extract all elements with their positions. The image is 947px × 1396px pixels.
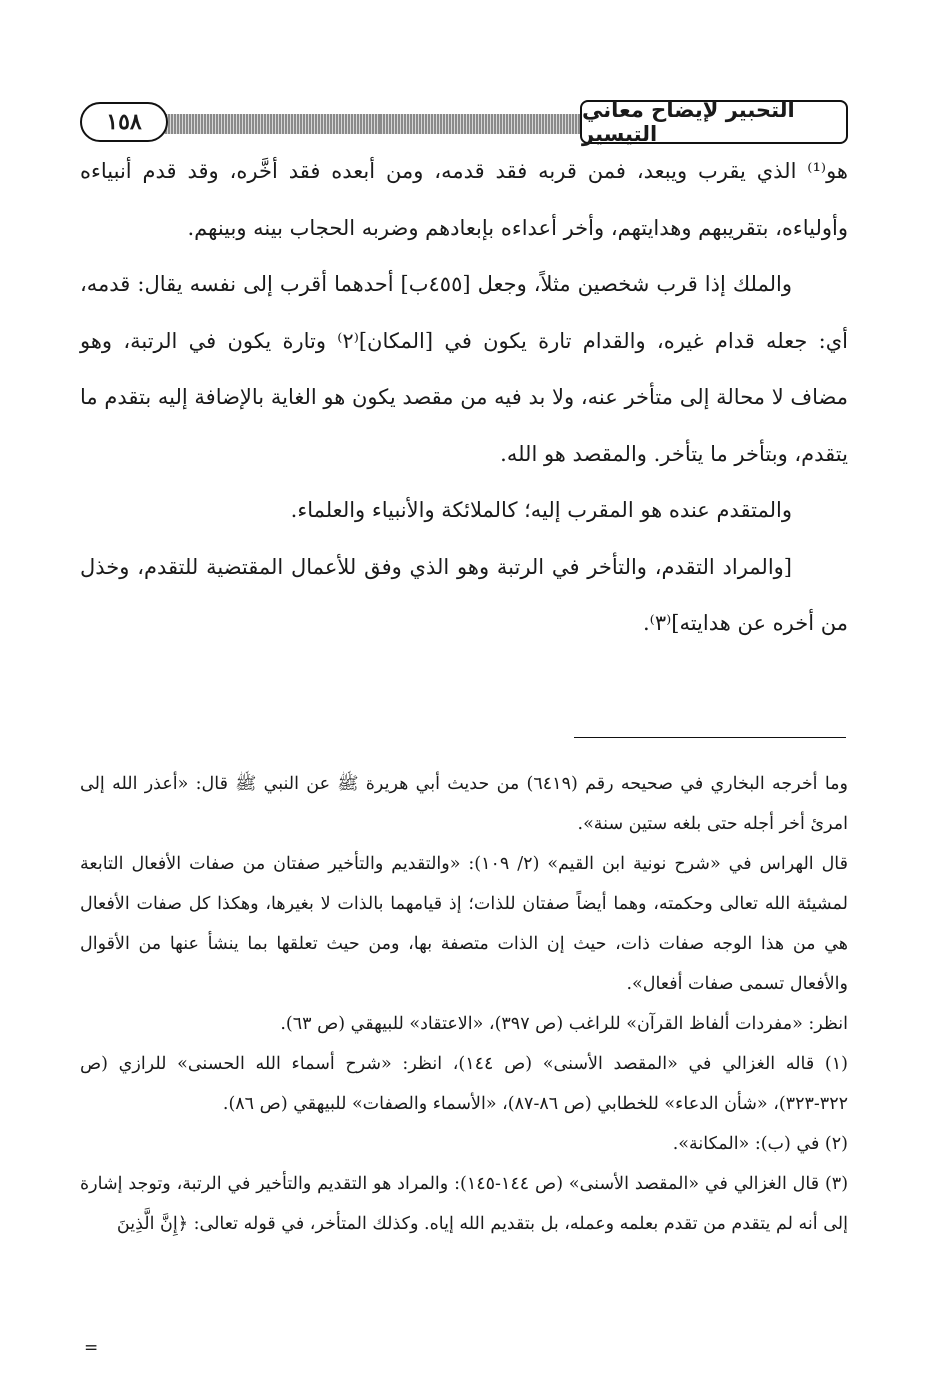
header-decorative-band-right	[380, 114, 598, 134]
main-paragraph: والملك إذا قرب شخصين مثلاً، وجعل [٤٥٥ب] أحدهما أقرب إلى نفسه يقال: قدمه، أي: جعله قدام غيره، والقدام تارة يكون في [المكان]⁽٢⁾ وتارة يكون في الرتبة، وهو مضاف لا محالة إلى متأخر عنه، ولا بد فيه من مقصد يكون هو الغاية بالإضافة إليه بتقدم ما يتقدم، وبتأخر ما يتأخر. والمقصد هو الله.	[80, 272, 848, 466]
footnote: (١) قاله الغزالي في «المقصد الأسنى» (ص ١٤٤)، انظر: «شرح أسماء الله الحسنى» للرازي (ص ٣٢٢-٣٢٣)، «شأن الدعاء» للخطابي (ص ٨٦-٨٧)، «الأسماء والصفات» للبيهقي (ص ٨٦).	[80, 1054, 848, 1114]
footnote: انظر: «مفردات ألفاظ القرآن» للراغب (ص ٣٩٧)، «الاعتقاد» للبيهقي (ص ٦٣).	[280, 1014, 848, 1034]
main-paragraph: هو⁽¹⁾ الذي يقرب ويبعد، فمن قربه فقد قدمه، ومن أبعده فقد أخَّره، وقد قدم أنبياءه وأولياءه، بتقريبهم وهدايتهم، وأخر أعداءه بإبعادهم وضربه الحجاب بينه وبينهم.	[80, 159, 848, 240]
footnote: (٢) في (ب): «المكانة».	[672, 1134, 848, 1154]
page-header	[80, 100, 848, 148]
main-paragraph: [والمراد التقدم، والتأخر في الرتبة وهو الذي وفق للأعمال المقتضية للتقدم، وخذل من أخره عن هدايته]⁽٣⁾.	[80, 554, 848, 635]
footnote-separator	[574, 737, 846, 738]
book-title: التحبير لإيضاح معاني التيسير	[580, 100, 848, 144]
footnotes	[80, 764, 848, 1244]
footnote: وما أخرجه البخاري في صحيحه رقم (٦٤١٩) من حديث أبي هريرة ﷺ عن النبي ﷺ قال: «أعذر الله إلى امرئ أخر أجله حتى بلغه ستين سنة».	[80, 774, 848, 834]
main-text	[80, 143, 848, 652]
footnote: (٣) قال الغزالي في «المقصد الأسنى» (ص ١٤٤-١٤٥): والمراد هو التقديم والتأخير في الرتبة، وتوجد إشارة إلى أنه لم يتقدم من تقدم بعلمه وعمله، بل بتقديم الله إياه. وكذلك المتأخر، في قوله تعالى: ﴿إِنَّ الَّذِينَ	[80, 1174, 849, 1234]
footnote: قال الهراس في «شرح نونية ابن القيم» (٢/ ١٠٩): «والتقديم والتأخير صفتان من صفات الأفعال التابعة لمشيئة الله تعالى وحكمته، وهما أيضاً صفتان للذات؛ إذ قيامهما بالذات لا بغيرها، وهكذا كل صفات الأفعال هي من هذا الوجه صفات ذات، حيث إن الذات متصفة بها، ومن حيث تعلقها بما ينشأ عنها من الأقوال والأفعال تسمى صفات أفعال».	[80, 854, 848, 994]
page-number: ١٥٨	[80, 102, 168, 142]
main-paragraph: والمتقدم عنده هو المقرب إليه؛ كالملائكة والأنبياء والعلماء.	[290, 498, 792, 522]
continuation-mark: =	[84, 1338, 99, 1358]
